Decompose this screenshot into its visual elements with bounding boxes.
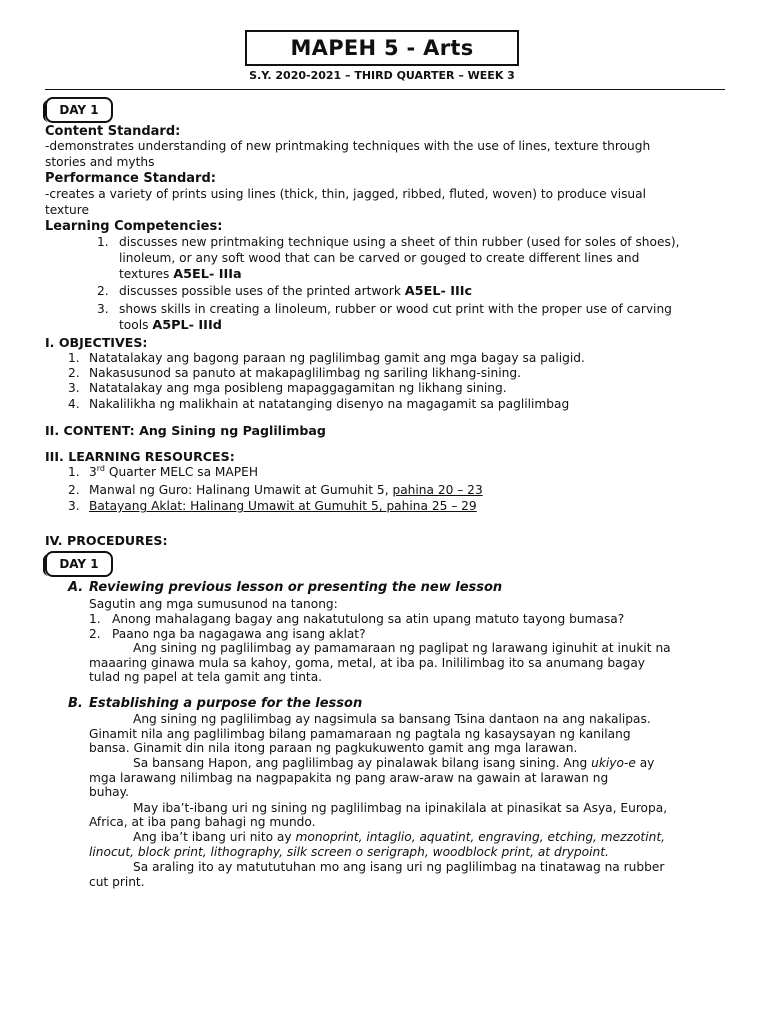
list-number: 3.	[97, 302, 109, 316]
question-item: Anong mahalagang bagay ang nakatutulong sa atin upang matuto tayong bumasa?	[112, 612, 625, 626]
paragraph-line: Sa araling ito ay matututuhan mo ang isang uri ng paglilimbag na tinatawag na rubber	[133, 860, 665, 874]
performance-standard-text: -creates a variety of prints using lines (thick, thin, jagged, ribbed, fluted, woven) to produce visual	[45, 187, 647, 201]
procedures-heading: IV. PROCEDURES:	[45, 533, 168, 548]
ordinal-suffix: rd	[96, 463, 105, 473]
list-number: 1.	[89, 612, 101, 626]
paragraph-line	[133, 756, 654, 771]
part-letter: A.	[68, 580, 84, 595]
competency-code: A5EL- IIIc	[404, 284, 473, 299]
competency-text	[119, 267, 242, 282]
competency-text: shows skills in creating a linoleum, rubber or wood cut print with the proper use of carving	[119, 302, 672, 316]
paragraph-line: tulad ng papel at tela gamit ang tinta.	[89, 670, 323, 684]
objectives-heading: I. OBJECTIVES:	[45, 335, 148, 350]
header-divider	[45, 89, 725, 90]
paragraph-line: buhay.	[89, 785, 130, 799]
competencies-heading: Learning Competencies:	[45, 219, 223, 234]
resource-text: Manwal ng Guro: Halinang Umawit at Gumuhit 5,	[89, 483, 393, 497]
performance-standard-heading: Performance Standard:	[45, 171, 216, 186]
competency-text: tools	[119, 318, 149, 332]
list-number: 1.	[97, 235, 109, 249]
document-subtitle: S.Y. 2020-2021 – THIRD QUARTER – WEEK 3	[249, 69, 515, 82]
list-number: 2.	[68, 366, 80, 380]
performance-standard-text: texture	[45, 203, 90, 217]
part-b-title: Establishing a purpose for the lesson	[89, 696, 363, 711]
paragraph-emphasis: monoprint, intaglio, aquatint, engraving, etching, mezzotint,	[295, 830, 665, 844]
resource-item	[89, 465, 258, 480]
page-range-link[interactable]: pahina 20 – 23	[392, 483, 483, 497]
competency-text: discusses possible uses of the printed artwork	[119, 284, 401, 298]
competency-text	[119, 284, 472, 299]
objective-item: Natatalakay ang mga posibleng mapaggagamitan ng likhang sining.	[89, 381, 507, 395]
paragraph-line: Ginamit nila ang paglilimbag bilang pamamaraan ng pagtala ng kasaysayan ng kanilang	[89, 727, 631, 741]
paragraph-line: cut print.	[89, 875, 145, 889]
content-standard-heading: Content Standard:	[45, 124, 181, 139]
paragraph-line: May iba’t-ibang uri ng sining ng paglilimbag na ipinakilala at pinasikat sa Asya, Europa,	[133, 801, 668, 815]
competency-code: A5PL- IIId	[152, 318, 222, 333]
document-title: MAPEH 5 - Arts	[245, 30, 519, 66]
part-letter: B.	[68, 696, 83, 711]
day-badge	[45, 97, 113, 123]
list-number: 3.	[68, 381, 80, 395]
resource-item	[89, 483, 483, 498]
part-a-intro: Sagutin ang mga sumusunod na tanong:	[89, 597, 338, 611]
day-badge	[45, 551, 113, 577]
list-number: 1.	[68, 465, 80, 479]
day-badge-label: DAY 1	[59, 103, 99, 117]
paragraph-line: Africa, at iba pang bahagi ng mundo.	[89, 815, 316, 829]
objective-item: Nakalilikha ng malikhain at natatanging disenyo na magagamit sa paglilimbag	[89, 397, 570, 411]
competency-text	[119, 318, 222, 333]
paragraph-line: linocut, block print, lithography, silk screen o serigraph, woodblock print, at drypoint.	[89, 845, 609, 859]
resource-text: Quarter MELC sa MAPEH	[105, 465, 258, 479]
list-number: 3.	[68, 499, 80, 513]
paragraph-line	[133, 830, 665, 845]
objective-item: Natatalakay ang bagong paraan ng paglilimbag gamit ang mga bagay sa paligid.	[89, 351, 585, 365]
paragraph-line: Ang sining ng paglilimbag ay nagsimula sa bansang Tsina dantaon na ang nakalipas.	[133, 712, 651, 726]
list-number: 2.	[68, 483, 80, 497]
list-number: 1.	[68, 351, 80, 365]
competency-code: A5EL- IIIa	[173, 267, 242, 282]
resources-heading: III. LEARNING RESOURCES:	[45, 449, 235, 464]
day-badge-label: DAY 1	[59, 557, 99, 571]
competency-text: linoleum, or any soft wood that can be carved or gouged to create different lines and	[119, 251, 640, 265]
list-number: 4.	[68, 397, 80, 411]
list-number: 2.	[97, 284, 109, 298]
paragraph-line: maaaring ginawa mula sa kahoy, goma, metal, at iba pa. Inililimbag ito sa anumang bagay	[89, 656, 646, 670]
paragraph-line: mga larawang nilimbag na nagpapakita ng pang araw-araw na gawain at larawan ng	[89, 771, 609, 785]
paragraph-line: Ang sining ng paglilimbag ay pamamaraan ng paglipat ng larawang iginuhit at inukit na	[133, 641, 671, 655]
content-standard-text: stories and myths	[45, 155, 155, 169]
question-item: Paano nga ba nagagawa ang isang aklat?	[112, 627, 366, 641]
list-number: 2.	[89, 627, 101, 641]
paragraph-emphasis: ukiyo-e	[591, 756, 636, 770]
paragraph-line: bansa. Ginamit din nila itong paraan ng pagkukuwento gamit ang mga larawan.	[89, 741, 578, 755]
paragraph-text: Sa bansang Hapon, ang paglilimbag ay pinalawak bilang isang sining. Ang	[133, 756, 592, 770]
part-a-title: Reviewing previous lesson or presenting the new lesson	[89, 580, 503, 595]
resource-link[interactable]: Batayang Aklat: Halinang Umawit at Gumuhit 5, pahina 25 – 29	[89, 499, 477, 513]
objective-item: Nakasusunod sa panuto at makapaglilimbag ng sariling likhang-sining.	[89, 366, 521, 380]
paragraph-text: Ang iba’t ibang uri nito ay	[133, 830, 296, 844]
competency-text: discusses new printmaking technique using a sheet of thin rubber (used for soles of shoes),	[119, 235, 680, 249]
content-standard-text: -demonstrates understanding of new printmaking techniques with the use of lines, texture through	[45, 139, 651, 153]
content-heading: II. CONTENT: Ang Sining ng Paglilimbag	[45, 423, 326, 438]
resource-text: 3	[89, 465, 97, 479]
paragraph-text: ay	[635, 756, 655, 770]
competency-text: textures	[119, 267, 170, 281]
